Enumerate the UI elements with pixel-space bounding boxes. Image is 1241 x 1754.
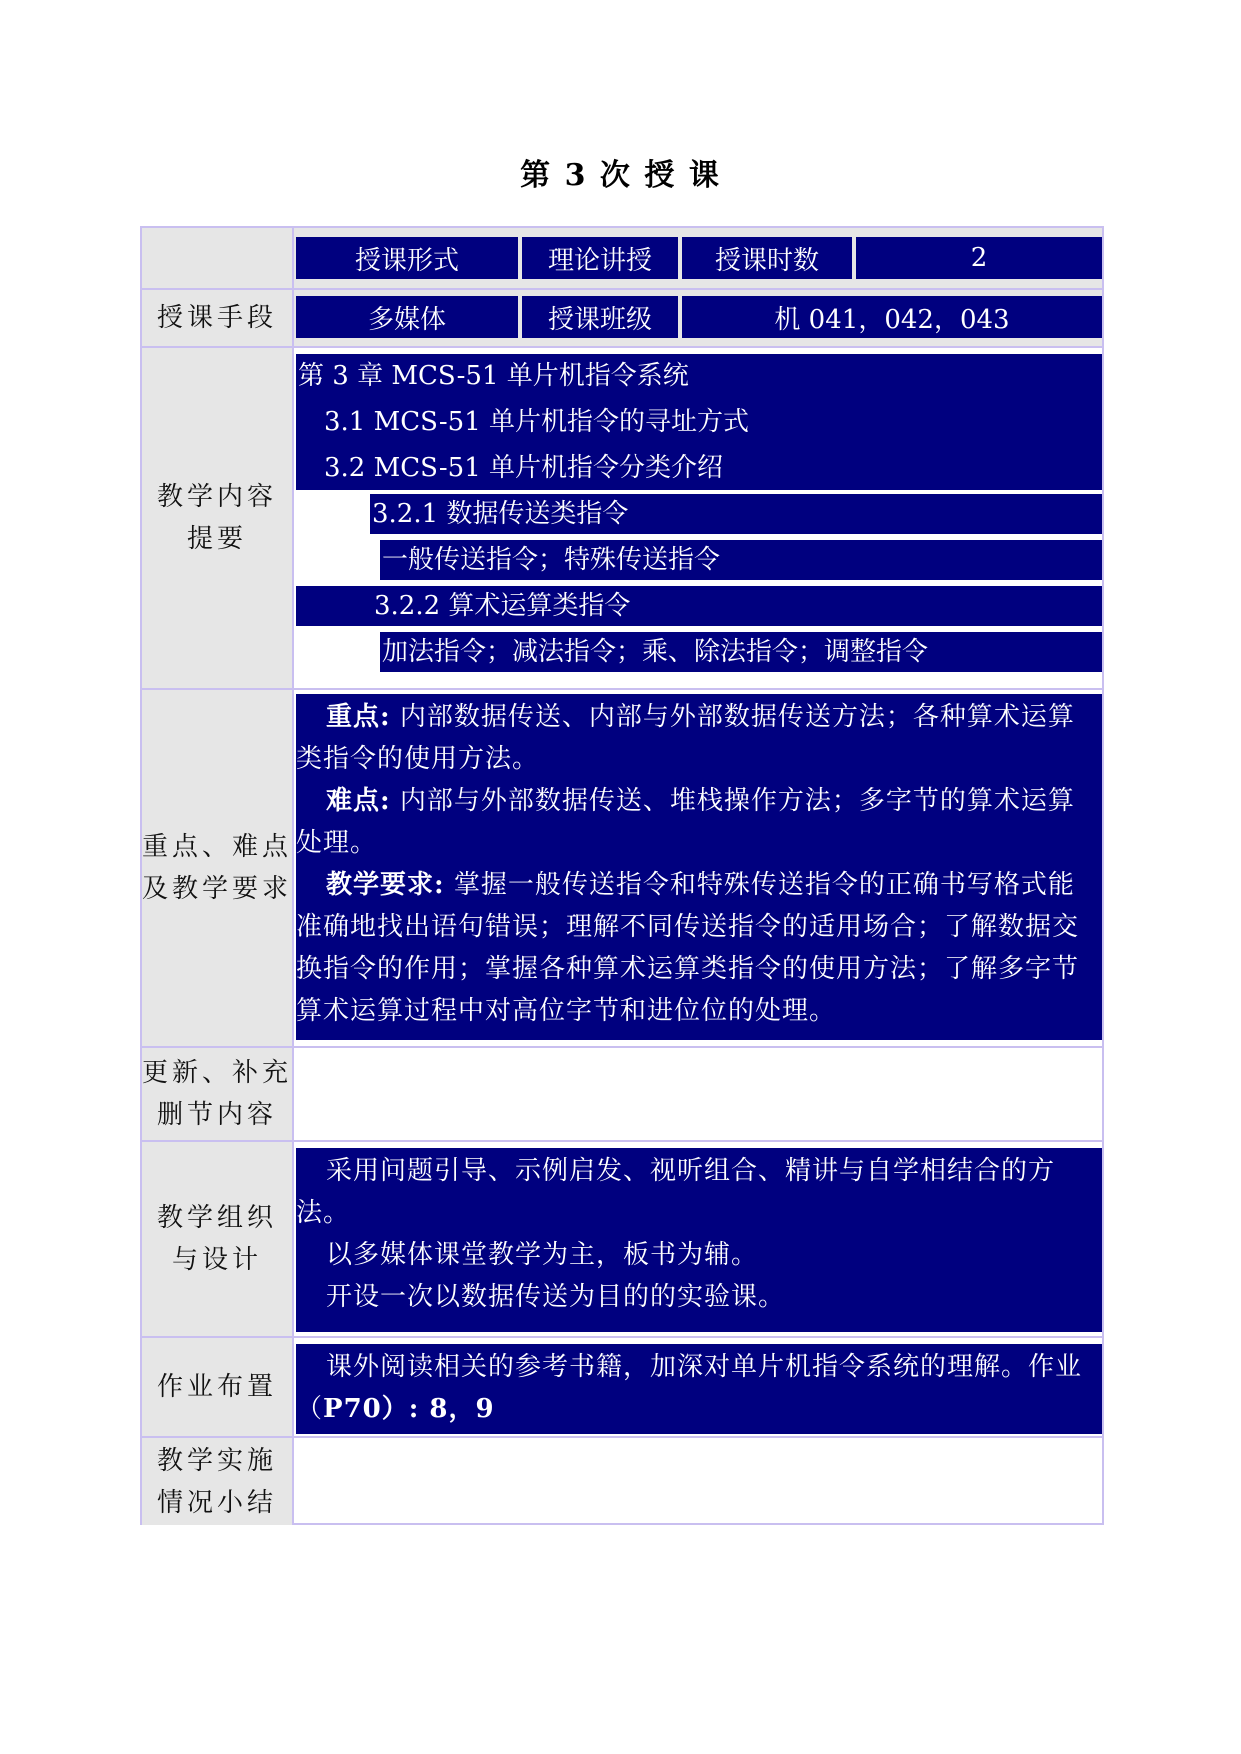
content-line: 3.2.2 算术运算类指令: [374, 591, 631, 621]
update-value: [294, 1048, 1102, 1140]
label-keypoints: 重点、难点 及教学要求: [142, 690, 292, 1046]
column-divider: [292, 226, 294, 1525]
row-divider: [140, 688, 1104, 690]
label-design: 教学组织 与设计: [142, 1142, 292, 1336]
content-line: 第 3 章 MCS-51 单片机指令系统: [298, 361, 689, 391]
row-divider: [140, 346, 1104, 348]
label-cell-empty: [142, 228, 292, 288]
design-paragraph: 以多媒体课堂教学为主，板书为辅。: [326, 1240, 759, 1270]
difficulty-paragraph: 难点: 内部与外部数据传送、堆栈操作方法；多字节的算术运算处理。: [296, 786, 1075, 858]
label-homework: 作业布置: [142, 1338, 292, 1436]
homework-block: [296, 1344, 1102, 1434]
design-paragraph: 采用问题引导、示例启发、视听组合、精讲与自学相结合的方法。: [296, 1156, 1056, 1228]
hours-value: 2: [856, 237, 1102, 279]
requirement-paragraph: 教学要求: 掌握一般传送指令和特殊传送指令的正确书写格式能准确地找出语句错误；理解不同传送指令的适用场合；了解数据交换指令的作用；掌握各种算术运算类指令的使用方法；了解多字节算术运算过程中对高位字节和进位位的处理。: [296, 870, 1080, 1026]
class-label: 授课班级: [522, 296, 678, 338]
hours-label: 授课时数: [682, 237, 852, 279]
key-paragraph: 重点: 内部数据传送、内部与外部数据传送方法；各种算术运算类指令的使用方法。: [296, 702, 1075, 774]
content-line: 3.2 MCS-51 单片机指令分类介绍: [324, 453, 724, 483]
row-divider: [140, 1336, 1104, 1338]
label-summary: 教学实施 情况小结: [142, 1438, 292, 1525]
summary-value: [294, 1438, 1102, 1525]
content-line: 加法指令；减法指令；乘、除法指令；调整指令: [382, 637, 929, 667]
design-paragraph: 开设一次以数据传送为目的的实验课。: [326, 1282, 786, 1312]
content-line: 3.1 MCS-51 单片机指令的寻址方式: [324, 407, 750, 437]
form-label: 授课形式: [296, 237, 518, 279]
row-divider: [140, 1140, 1104, 1142]
design-block: [296, 1148, 1102, 1332]
label-content-summary: 教学内容 提要: [142, 348, 292, 688]
homework-paragraph: 课外阅读相关的参考书籍，加深对单片机指令系统的理解。作业（P70）: 8，9: [296, 1352, 1083, 1424]
class-value: 机 041，042，043: [682, 296, 1102, 338]
keypoints-block: [296, 694, 1102, 1040]
label-teaching-method: 授课手段: [142, 290, 292, 346]
content-line: 3.2.1 数据传送类指令: [372, 499, 629, 529]
method-value: 多媒体: [296, 296, 518, 338]
form-value: 理论讲授: [522, 237, 678, 279]
page-title: 第 3 次 授 课: [520, 158, 721, 193]
content-line: 一般传送指令；特殊传送指令: [382, 545, 721, 575]
label-update: 更新、补充 删节内容: [142, 1048, 292, 1140]
